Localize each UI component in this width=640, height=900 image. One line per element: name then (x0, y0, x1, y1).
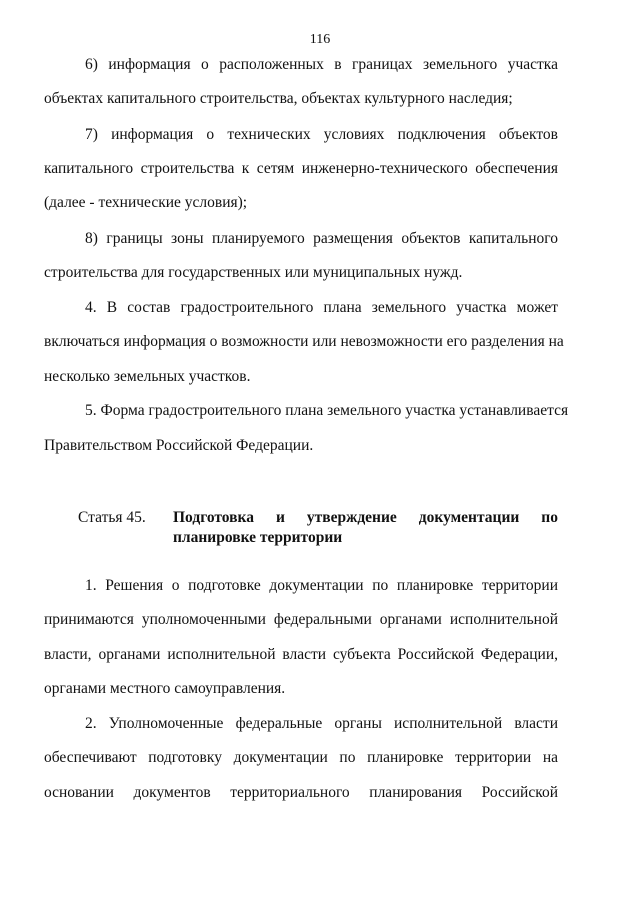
text-line: 5. Форма градостроительного плана земельного участка устанавливается (85, 402, 569, 419)
text-line: 1. Решения о подготовке документации по планировке территории (85, 577, 558, 594)
text-line: (далее - технические условия); (44, 194, 248, 211)
text-line: власти, органами исполнительной власти субъекта Российской Федерации, (44, 646, 558, 663)
text-line: обеспечивают подготовку документации по планировке территории на (44, 749, 558, 766)
text-line: 2. Уполномоченные федеральные органы исполнительной власти (85, 715, 558, 732)
text-line: 7) информация о технических условиях подключения объектов (85, 126, 558, 143)
text-line: 4. В состав градостроительного плана земельного участка может (85, 299, 558, 316)
text-line: несколько земельных участков. (44, 368, 251, 385)
text-line: основании документов территориального планирования Российской (44, 784, 558, 801)
article-title (173, 508, 558, 548)
text-line: органами местного самоуправления. (44, 680, 286, 697)
text-line: капитального строительства к сетям инженерно-технического обеспечения (44, 160, 558, 177)
article-number: Статья 45. (78, 509, 146, 526)
text-line: 8) границы зоны планируемого размещения объектов капитального (85, 230, 558, 247)
text-line: объектах капитального строительства, объектах культурного наследия; (44, 90, 513, 107)
text-line: включаться информация о возможности или невозможности его разделения на (44, 333, 564, 350)
text-line: Правительством Российской Федерации. (44, 437, 314, 454)
text-line: строительства для государственных или муниципальных нужд. (44, 264, 463, 281)
article-title-line: Подготовка и утверждение документации по (173, 509, 558, 526)
text-line: принимаются уполномоченными федеральными органами исполнительной (44, 611, 558, 628)
page-number: 116 (309, 32, 331, 47)
article-title-line: планировке территории (173, 529, 343, 546)
text-line: 6) информация о расположенных в границах земельного участка (85, 56, 558, 73)
